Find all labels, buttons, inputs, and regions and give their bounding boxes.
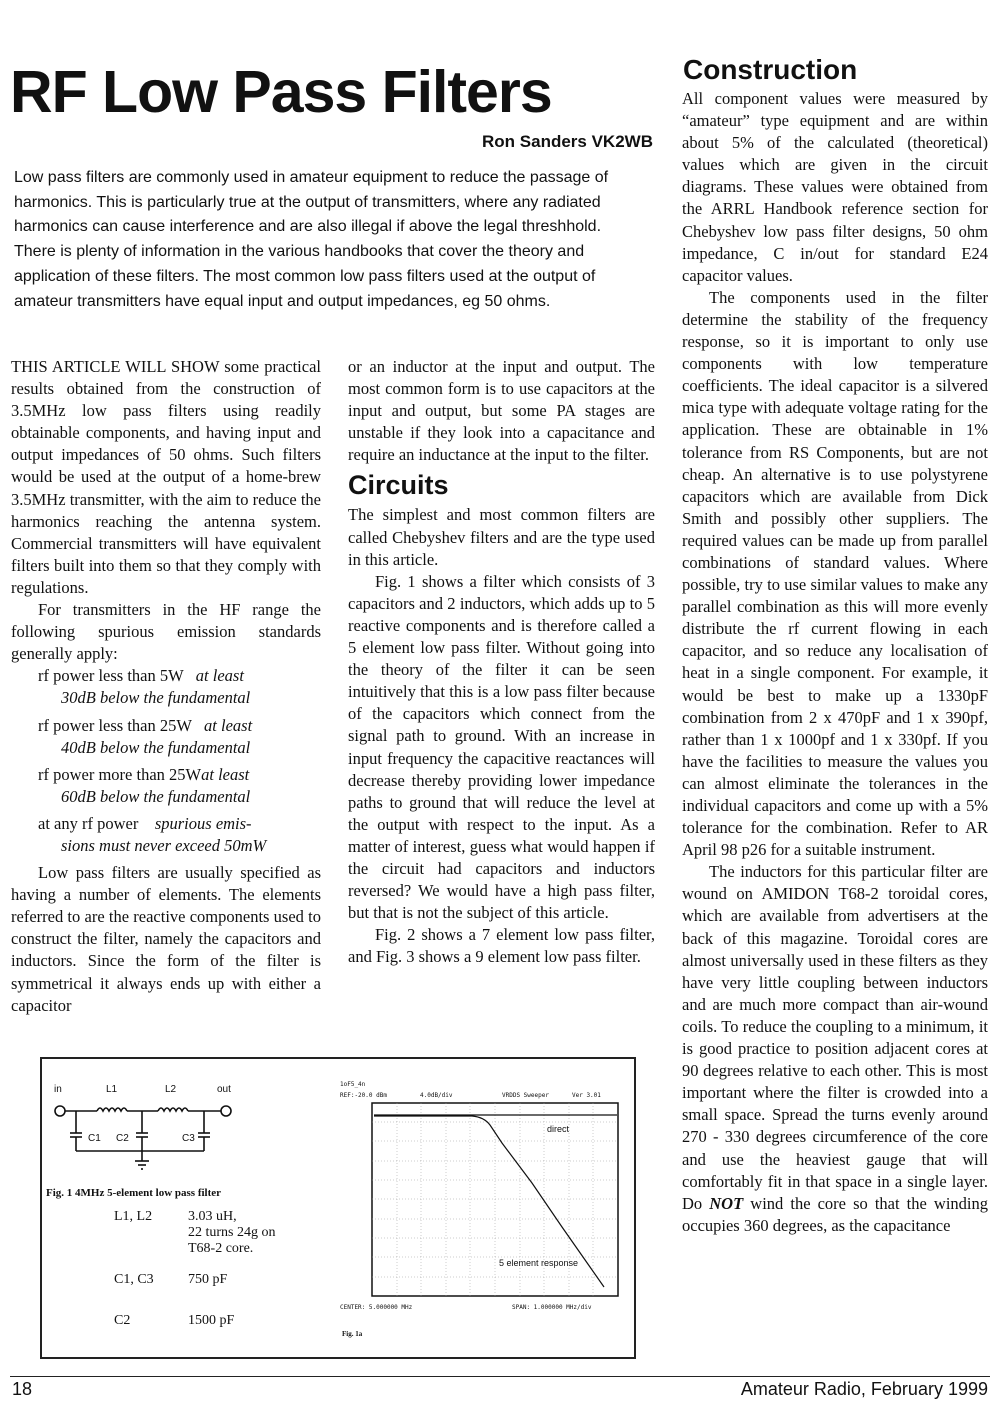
spec-limit: spurious emis-: [154, 813, 252, 833]
part-value: 1500 pF: [188, 1313, 235, 1328]
label-c2: C2: [116, 1133, 129, 1144]
spec-limit-2: sions must never exceed 50mW: [61, 835, 267, 855]
col1-paragraph-2: For transmitters in the HF range the following spurious emission standards generally apply:: [11, 600, 321, 664]
spec-label: at any rf power: [38, 813, 139, 833]
spec-item: [11, 813, 321, 857]
plot-header-ref: REF:-20.0 dBm: [340, 1092, 387, 1099]
plot-header-scale: 4.0dB/div: [420, 1092, 453, 1099]
response-label: 5 element response: [499, 1258, 579, 1268]
col3-paragraph-3-end: wind the core so that the winding occupies 360 degrees, as the capacitance: [682, 1193, 988, 1235]
plot-span: SPAN: 1.000000 MHz/div: [512, 1304, 592, 1311]
spec-limit-2: 60dB below the fundamental: [61, 786, 251, 806]
part-name: L1, L2: [114, 1209, 153, 1224]
author-byline: Ron Sanders VK2WB: [482, 132, 653, 151]
spec-limit: at least: [204, 715, 253, 735]
article-title: RF Low Pass Filters: [10, 59, 552, 125]
label-l1: L1: [106, 1084, 118, 1095]
spec-limit-2: 40dB below the fundamental: [61, 737, 251, 757]
spec-limit-2: 30dB below the fundamental: [61, 688, 251, 708]
intro-paragraph: Low pass filters are commonly used in amateur equipment to reduce the passage of harmonics. This is particularly true at the output of transmitters, where any radiated harmonics can cause interference and are also illegal if above the legal threshhold. There is plenty of information in the various handbooks that cover the theory and application of these filters. The most common low pass filters used at the output of amateur transmitters have equal input and output impedances, eg 50 ohms.: [14, 169, 609, 310]
col1-paragraph-3: Low pass filters are usually specified as having a number of elements. The elements referred to are the reactive components used to construct the filter, namely the capacitors and inductors. Since the form of the filter is symmetrical it always ends up with either a capacitor: [11, 863, 321, 1015]
col3-paragraph-1: All component values were measured by “amateur” type equipment and are within about 5% of the calculated (theoretical) values which are given in the circuit diagrams. These values were obtained from the ARRL Handbook reference section for Chebyshev low pass filter designs, 50 ohm impedance, C in/out for standard E24 capacitor values.: [682, 89, 988, 285]
col2-paragraph-1: or an inductor at the input and output. The most common form is to use capacitors at the input and output, but some PA stages are unstable if they look into a capacitance and require an inductance at the input to the filter.: [348, 357, 655, 465]
footer-rule: [10, 1376, 990, 1377]
plot-header-file: 1oF5_4n: [340, 1081, 366, 1088]
label-out: out: [217, 1084, 231, 1095]
plot-center-frequency: CENTER: 5.000000 MHz: [340, 1304, 413, 1311]
col3-paragraph-3-text: The inductors for this particular filter are wound on AMIDON T68-2 toroidal cores, which are available from advertisers at the back of this magazine. Toroidal cores are almost universally used in these filters as they have very little coupling between inductors and are much more compact than air-wound coils. To reduce the coupling to a minimum, it is good practice to position adjacent cores at 90 degrees relative to each other. This is most important where the filter is crowded into a small space. Spread the turns evenly around 270 - 330 degrees circumference of the core and use the heaviest gauge that will comfortably fit in that space in a single layer. Do: [682, 862, 988, 1213]
part-name: C2: [114, 1313, 131, 1328]
col2-paragraph-4: Fig. 2 shows a 7 element low pass filter, and Fig. 3 shows a 9 element low pass filter.: [348, 925, 655, 967]
plot-header-sweeper: VRDDS Sweeper: [502, 1092, 549, 1099]
spec-label: rf power less than 5W: [38, 666, 184, 686]
figure-box: [40, 1057, 636, 1359]
label-l2: L2: [165, 1084, 177, 1095]
magazine-issue: Amateur Radio, February 1999: [740, 1379, 988, 1399]
spec-label: rf power more than 25W: [38, 764, 202, 784]
frequency-response-plot: [42, 1059, 634, 1357]
part-value: 750 pF: [188, 1272, 228, 1287]
col1-paragraph-1: THIS ARTICLE WILL SHOW some practical results obtained from the construction of 3.5MHz low pass filters using readily obtainable components, and having input and output impedances of 50 ohms. Such filters would be used at the output of a home-brew 3.5MHz transmitter, with the aim to reduce the harmonics reaching the antenna system. Commercial transmitters will have equivalent filters built into them so that they comply with regulations.: [11, 357, 321, 597]
figure-1a-caption: Fig. 1a: [342, 1330, 363, 1338]
emphasis-not: NOT: [709, 1193, 744, 1213]
col3-paragraph-3: [682, 861, 988, 1237]
part-value-line: 3.03 uH,: [188, 1209, 237, 1224]
spec-limit: at least: [201, 764, 250, 784]
section-heading-circuits: Circuits: [348, 470, 449, 501]
direct-label: direct: [547, 1124, 570, 1134]
column-1: [11, 356, 321, 1017]
label-in: in: [54, 1084, 62, 1095]
spec-limit: at least: [195, 666, 244, 686]
figure-1-caption: Fig. 1 4MHz 5-element low pass filter: [46, 1187, 222, 1199]
spec-item: [11, 665, 321, 709]
spec-label: rf power less than 25W: [38, 715, 192, 735]
spec-item: [11, 764, 321, 808]
page-number: 18: [12, 1379, 33, 1399]
col2-paragraph-3: Fig. 1 shows a filter which consists of 3 capacitors and 2 inductors, which adds up to 5 reactive components and is therefore called a 5 element low pass filter. Without going into the theory of the filter it can be seen intuitively that this is a low pass filter because of the capacitors which connect from the signal path to ground. With an increase in input frequency the capacitive reactances will decrease thereby providing lower impedance paths to ground that will reduce the level at the output with respect to the input. As a matter of interest, guess what would happen if the circuit had capacitors and inductors reversed? We would have a high pass filter, but that is not the subject of this article.: [348, 571, 655, 923]
part-value-line: 22 turns 24g on: [188, 1225, 276, 1240]
part-value-line: T68-2 core.: [188, 1241, 254, 1256]
label-c3: C3: [182, 1133, 195, 1144]
column-3: [682, 88, 988, 1237]
spec-item: [11, 715, 321, 759]
section-heading-construction: Construction: [683, 54, 858, 85]
col2-paragraph-2: The simplest and most common filters are called Chebyshev filters and are the type used in this article.: [348, 505, 655, 569]
col3-paragraph-2: The components used in the filter determine the stability of the frequency response, so it is important to only use components with low temperature coefficients. The ideal capacitor is a silvered mica type with adequate voltage rating for the application. These are obtainable in 1% tolerance from RS Components, but are not cheap. An alternative is to use polystyrene capacitors which are available from Dick Smith and possibly other suppliers. The required values can be made up from parallel combinations of standard values. Where possible, try to use similar values to make any parallel combination as this will more evenly distribute the rf current flowing in each capacitor, and so reduce any localisation of heat in a single component. For example, it would be best to make up a 1330pF combination from 2 x 470pF and 1 x 390pf, rather than 1 x 1000pf and 1 x 330pf. If you have the facilities to measure the values you can almost eliminate the tolerances in the individual capacitors and come up with a 5% tolerance for the combination. Refer to AR April 98 p26 for a suitable instrument.: [682, 287, 988, 860]
column-2: [348, 356, 655, 968]
plot-header-version: Ver 3.01: [572, 1092, 601, 1099]
part-name: C1, C3: [114, 1272, 154, 1287]
label-c1: C1: [88, 1133, 101, 1144]
